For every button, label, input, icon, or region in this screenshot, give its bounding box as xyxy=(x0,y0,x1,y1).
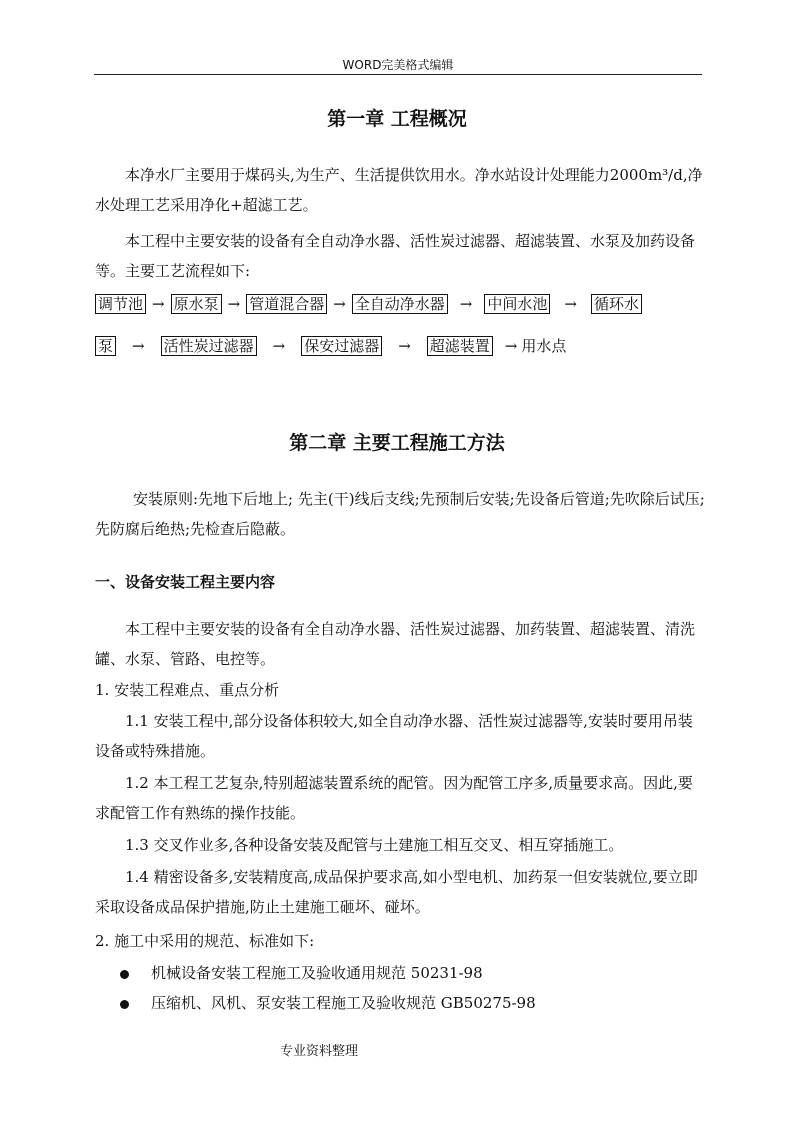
bullet-icon xyxy=(120,970,129,979)
bullet-text: 压缩机、风机、泵安装工程施工及验收规范 GB50275-98 xyxy=(151,994,536,1012)
arrow-icon: → xyxy=(132,337,145,355)
bullet-text: 机械设备安装工程施工及验收通用规范 50231-98 xyxy=(151,964,483,982)
arrow-icon: → xyxy=(564,295,577,313)
flow-box: 超滤装置 xyxy=(427,336,493,356)
arrow-icon: → xyxy=(398,337,411,355)
subsection-1-2: 2. 施工中采用的规范、标准如下: xyxy=(95,932,315,950)
arrow-icon: → xyxy=(504,337,518,355)
arrow-icon: → xyxy=(459,295,473,313)
section-1-title: 一、设备安装工程主要内容 xyxy=(95,573,276,591)
paragraph-1: 本净水厂主要用于煤码头,为生产、生活提供饮用水。净水站设计处理能力2000m³/d,净水处理工艺采用净化+超滤工艺。 xyxy=(95,166,703,214)
page-header: WORD完美格式编辑 xyxy=(94,56,702,75)
flow-box: 调节池 xyxy=(95,294,146,314)
flow-end: 用水点 xyxy=(521,337,567,355)
paragraph-2: 本工程中主要安装的设备有全自动净水器、活性炭过滤器、超滤装置、水泵及加药设备等。主要工艺流程如下: xyxy=(95,232,696,280)
flow-box: 活性炭过滤器 xyxy=(161,336,257,356)
chapter-1-title: 第一章 工程概况 xyxy=(327,108,467,130)
flow-box: 泵 xyxy=(95,336,116,356)
flow-box: 原水泵 xyxy=(171,294,222,314)
arrow-icon: → xyxy=(333,295,346,313)
arrow-icon: → xyxy=(227,295,241,313)
bullet-icon xyxy=(120,1000,129,1009)
paragraph-7: 1.3 交叉作业多,各种设备安装及配管与土建施工相互交叉、相互穿插施工。 xyxy=(125,836,624,854)
chapter-2-title: 第二章 主要工程施工方法 xyxy=(289,432,505,454)
paragraph-6: 1.2 本工程工艺复杂,特别超滤装置系统的配管。因为配管工序多,质量要求高。因此,要求配管工作有熟练的操作技能。 xyxy=(95,774,693,822)
page-footer: 专业资料整理 xyxy=(280,1044,359,1059)
flow-box: 保安过滤器 xyxy=(301,336,382,356)
paragraph-3: 安装原则:先地下后地上; 先主(干)线后支线;先预制后安装;先设备后管道;先吹除后试压;先防腐后绝热;先检查后隐蔽。 xyxy=(95,490,705,538)
bullet-item-2 xyxy=(120,992,536,1013)
flow-box: 全自动净水器 xyxy=(352,294,448,314)
paragraph-5: 1.1 安装工程中,部分设备体积较大,如全自动净水器、活性炭过滤器等,安装时要用吊装设备或特殊措施。 xyxy=(95,712,693,760)
flow-box: 中间水池 xyxy=(484,294,550,314)
flow-row-1 xyxy=(95,287,707,321)
flow-box: 循环水 xyxy=(591,294,642,314)
flow-box: 管道混合器 xyxy=(246,294,327,314)
arrow-icon: → xyxy=(272,337,286,355)
paragraph-8: 1.4 精密设备多,安装精度高,成品保护要求高,如小型电机、加药泵一但安装就位,要立即采取设备成品保护措施,防止土建施工砸坏、碰坏。 xyxy=(95,868,698,916)
subsection-1-1: 1. 安装工程难点、重点分析 xyxy=(95,681,280,699)
arrow-icon: → xyxy=(152,295,165,313)
bullet-item-1 xyxy=(120,962,483,983)
paragraph-4: 本工程中主要安装的设备有全自动净水器、活性炭过滤器、加药装置、超滤装置、清洗罐、水泵、管路、电控等。 xyxy=(95,620,696,668)
flow-row-2 xyxy=(95,329,707,363)
